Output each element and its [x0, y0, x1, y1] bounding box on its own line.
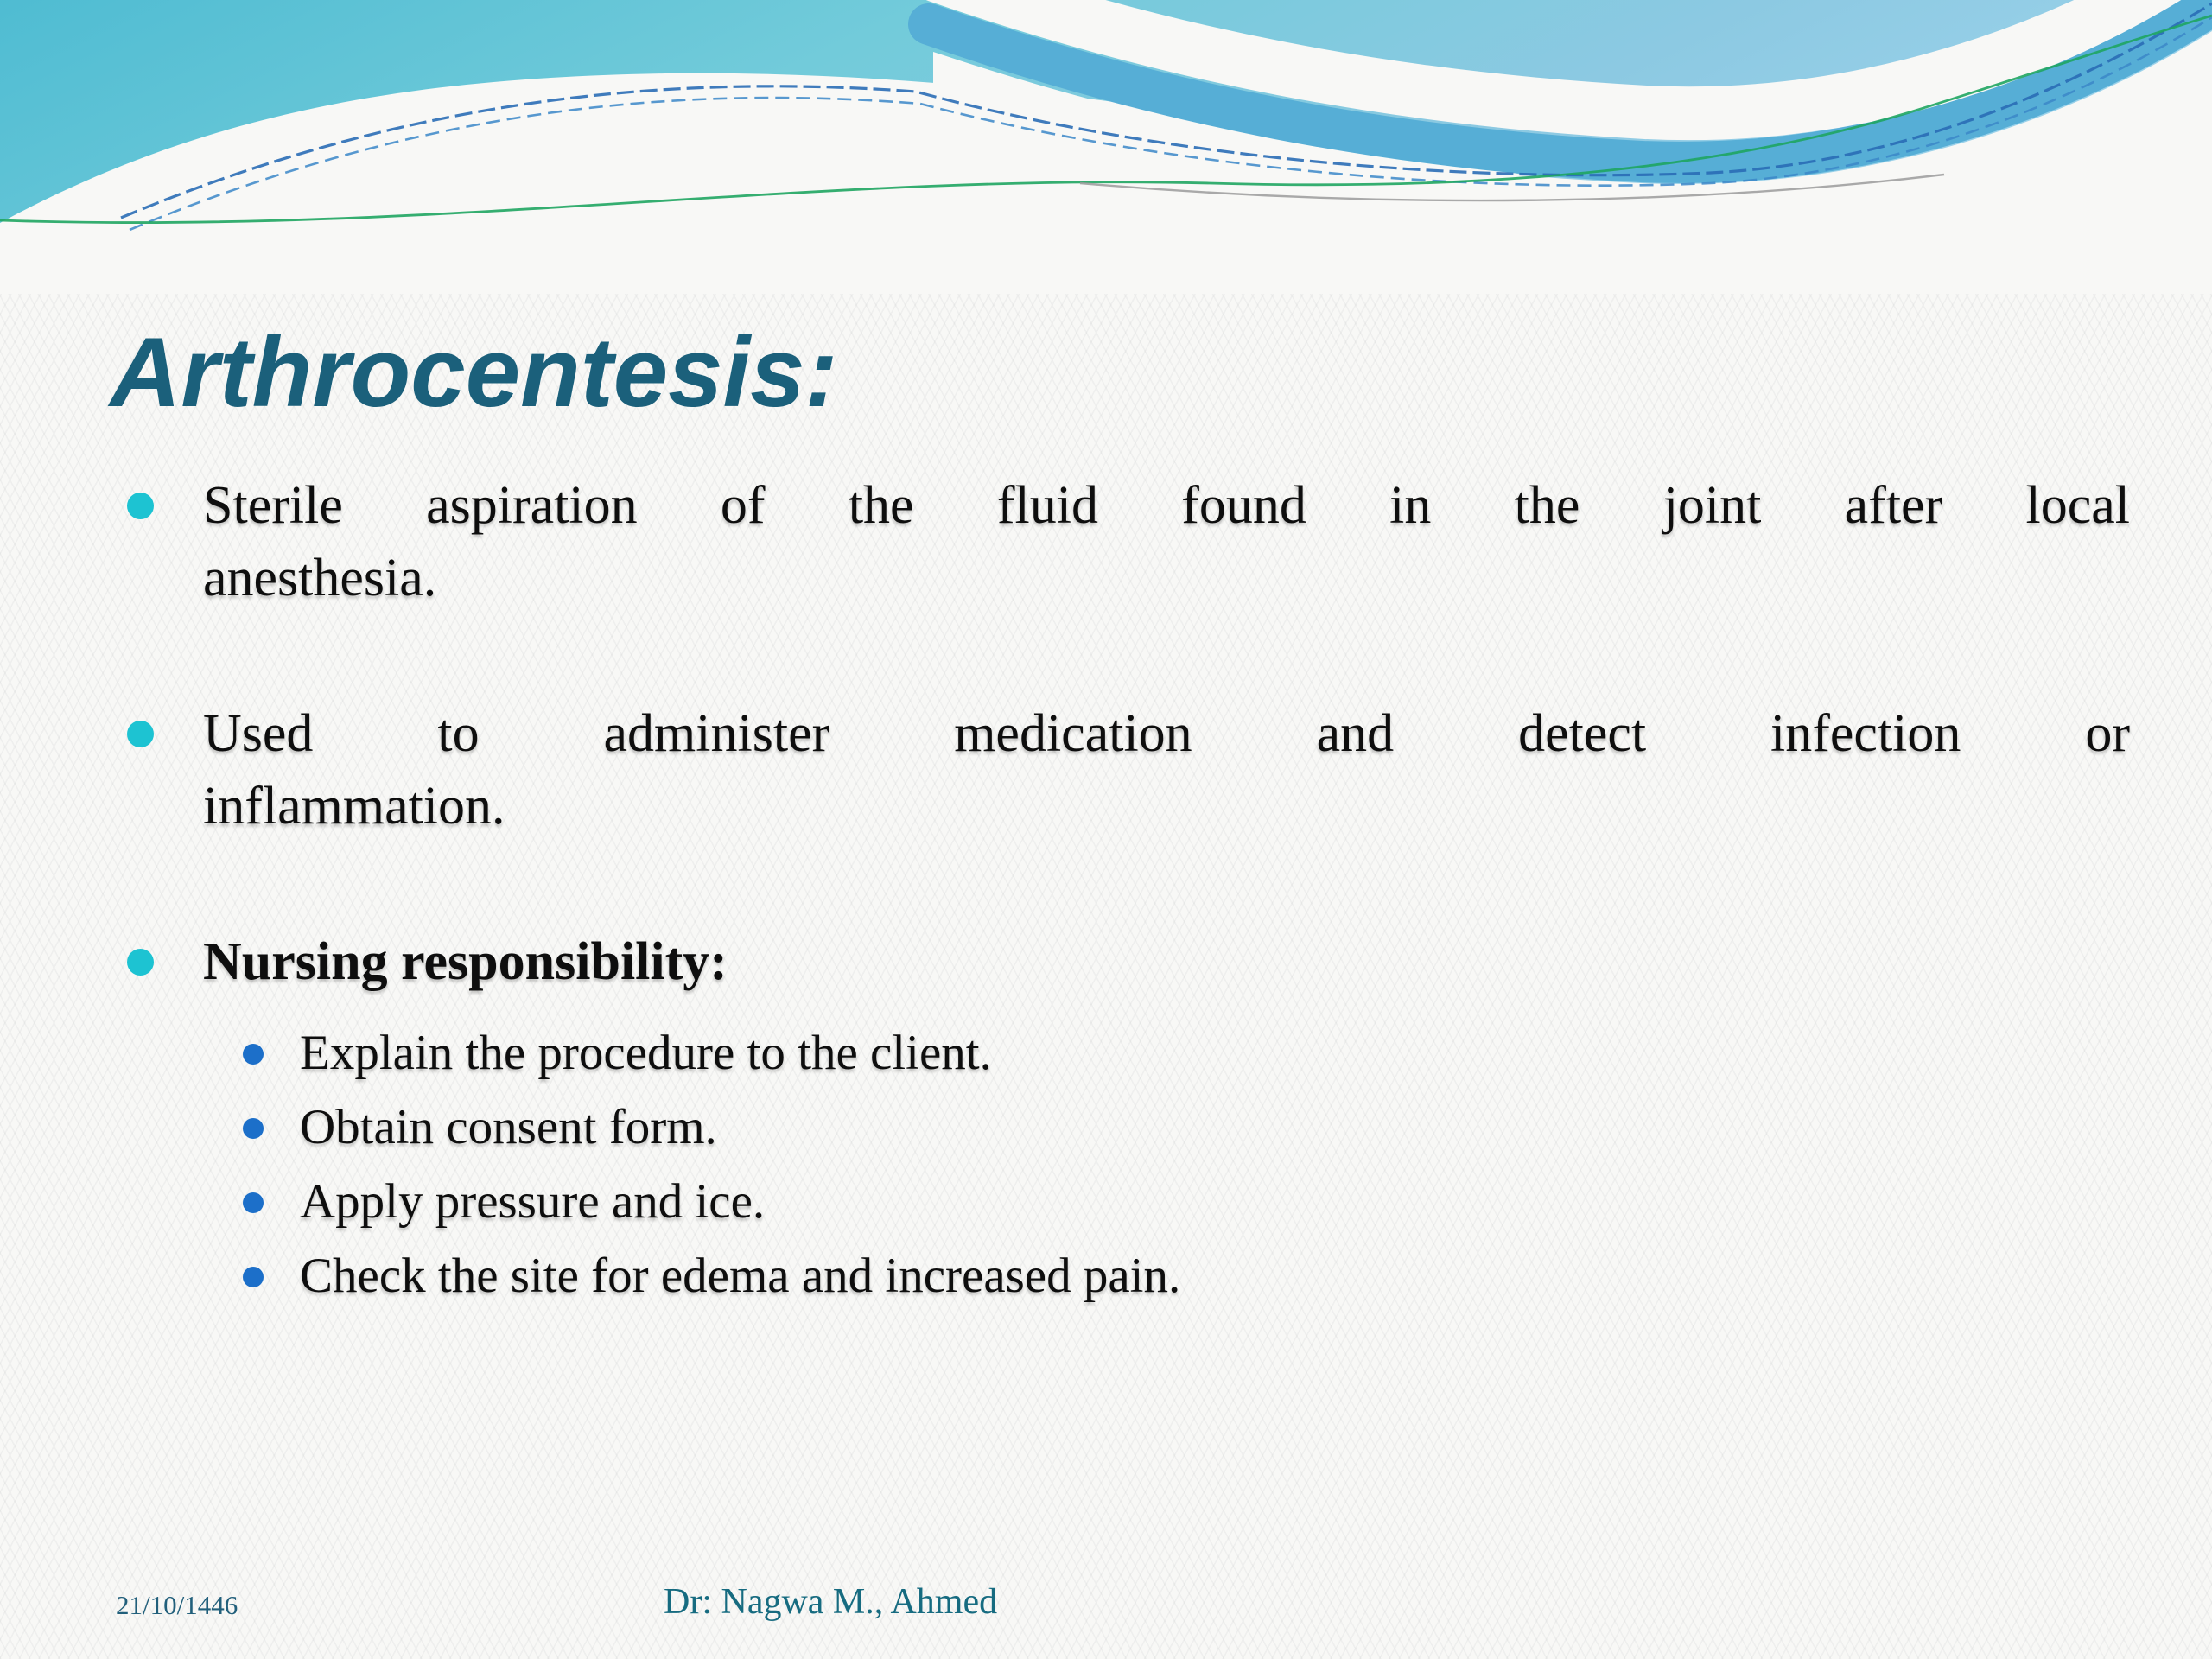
bullet-text-line: Explain the procedure to the client. [300, 1026, 992, 1081]
bullet-item [91, 697, 2130, 842]
bullet-text-line: Nursing responsibility: [203, 932, 728, 992]
sub-bullet-dot-icon [243, 1118, 264, 1139]
sub-bullet-item [91, 1166, 2130, 1238]
bullet-text-line: Sterile aspiration of the fluid found in the joint after local [203, 476, 2130, 536]
sub-bullet-dot-icon [243, 1044, 264, 1065]
sub-bullet-item [91, 1240, 2130, 1313]
sub-bullet-dot-icon [243, 1267, 264, 1287]
footer-author: Dr: Nagwa M., Ahmed [664, 1582, 998, 1622]
slide-body [91, 316, 2130, 1314]
sub-bullet-item [91, 1091, 2130, 1164]
bullet-text-line: inflammation. [203, 777, 505, 836]
bullet-dot-icon [127, 949, 154, 976]
bullet-text-line: Check the site for edema and increased pain. [300, 1249, 1181, 1304]
bullet-text-line: anesthesia. [203, 549, 437, 608]
bullet-item [91, 925, 2130, 998]
bullet-item [91, 469, 2130, 614]
sub-bullet-dot-icon [243, 1192, 264, 1213]
sub-bullet-item [91, 1017, 2130, 1090]
bullet-text-line: Apply pressure and ice. [300, 1174, 766, 1230]
page-title: Arthrocentesis: [110, 318, 838, 428]
bullet-text-line: Obtain consent form. [300, 1100, 717, 1155]
footer-date: 21/10/1446 [116, 1590, 238, 1620]
bullet-dot-icon [127, 493, 154, 519]
header-wave-decoration [0, 0, 2212, 294]
bullet-dot-icon [127, 721, 154, 747]
bullet-text-line: Used to administer medication and detect infection or [203, 704, 2130, 764]
